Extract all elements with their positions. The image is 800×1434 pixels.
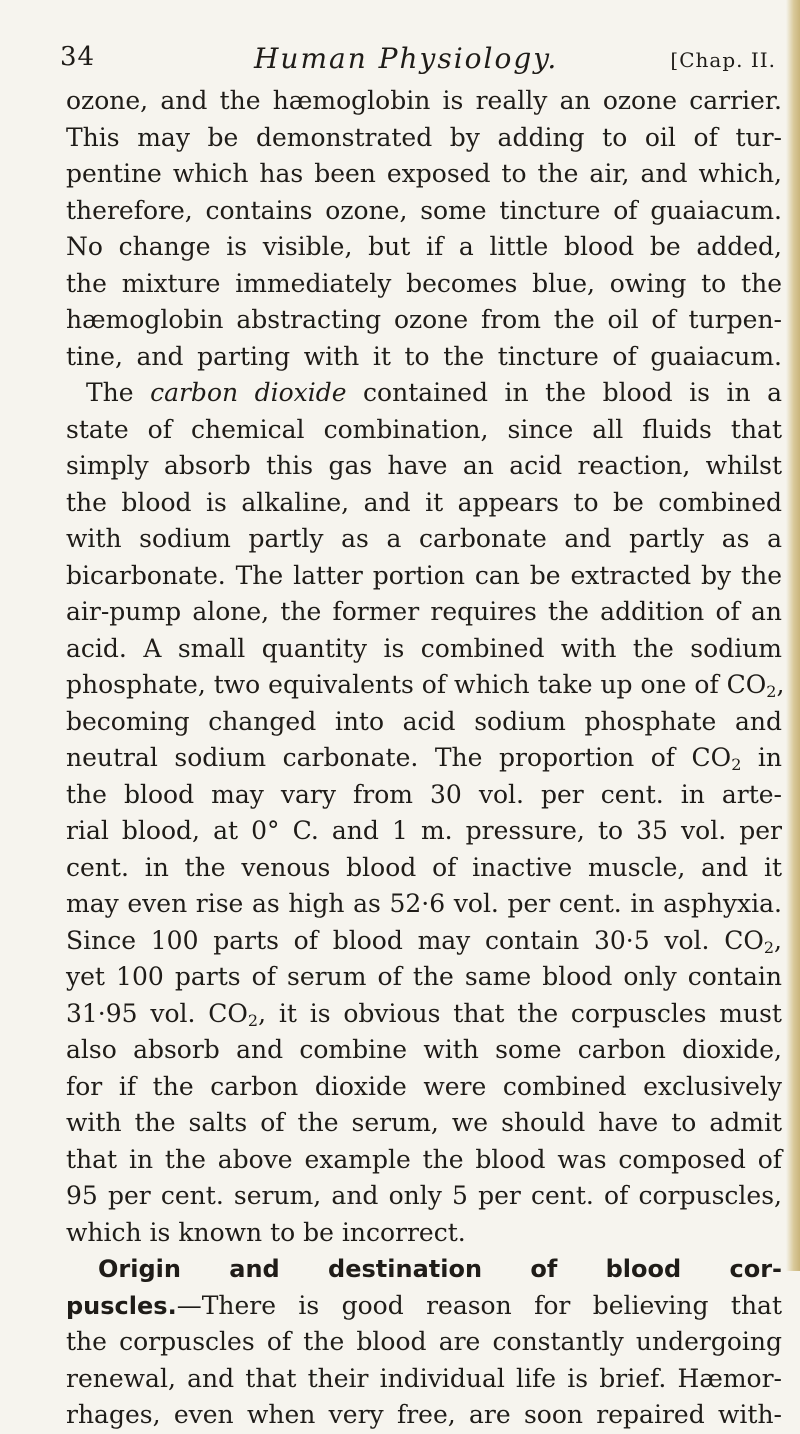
text-line: air-pump alone, the former requires the addition of an [66,597,782,626]
text-line: also absorb and combine with some carbon dioxide, [66,1035,782,1064]
text-line: state of chemical combination, since all fluids that [66,414,782,444]
paragraph-start-line [66,375,782,412]
subscript: 2 [731,755,742,774]
text-line: pentine which has been exposed to the air, and which, [66,159,782,188]
text-line: renewal, and that their individual life is brief. Hæmor- [66,1363,782,1393]
subscript: 2 [247,1010,259,1030]
text-line: the corpuscles of the blood are constantly undergoing [66,1327,782,1356]
text-line: 95 per cent. serum, and only 5 per cent. of corpuscles, [66,1181,782,1210]
text-line: ozone, and the hæmoglobin is really an ozone carrier. [66,86,782,115]
text-run: , [776,670,785,699]
text-line: This may be demonstrated by adding to oil of tur- [66,122,782,152]
section-heading-cont: puscles. [66,1291,177,1320]
text-run: 31·95 vol. CO [66,998,248,1028]
text-run: , [774,925,782,955]
text-run: in [741,743,783,772]
text-line: hæmoglobin abstracting ozone from the oil of turpen- [66,305,782,334]
text-line [66,1288,782,1325]
body-text [66,83,785,1434]
italic-term: carbon dioxide [150,378,347,407]
text-line: rial blood, at 0° C. and 1 m. pressure, to 35 vol. per [66,816,782,845]
text-line: therefore, contains ozone, some tincture of guaiacum. [66,195,782,225]
chapter-reference: [Chap. II. [670,48,776,72]
text-line: yet 100 parts of serum of the same blood only contain [66,962,782,991]
text-line: simply absorb this gas have an acid reaction, whilst [66,451,782,480]
subscript: 2 [766,682,777,701]
text-line: becoming changed into acid sodium phosphate and [66,706,782,736]
section-heading: Origin and destination of blood cor- [98,1255,782,1283]
text-line: tine, and parting with it to the tincture of guaiacum. [66,341,782,371]
text-line: the mixture immediately becomes blue, owing to the [66,268,782,298]
text-run: neutral sodium carbonate. The proportion of CO [66,743,732,772]
text-line: with the salts of the serum, we should have to admit [66,1108,782,1137]
page-edge [786,0,800,1271]
text-line [66,923,782,960]
running-title: Human Physiology. [254,42,559,75]
text-line: bicarbonate. The latter portion can be extracted by the [66,560,782,590]
text-run: , it is obvious that the corpuscles must [258,998,782,1028]
text-line: the blood is alkaline, and it appears to be combined [66,487,782,517]
page-number: 34 [60,42,96,72]
subscript: 2 [763,937,775,957]
text-line: the blood may vary from 30 vol. per cent. in arte- [66,779,782,809]
text-line: that in the above example the blood was composed of [66,1144,782,1174]
text-line: may even rise as high as 52·6 vol. per cent. in asphyxia. [66,889,782,918]
page-header [60,38,776,78]
text-line: rhages, even when very free, are soon repaired with- [66,1400,782,1429]
text-line: No change is visible, but if a little blood be added, [66,232,782,261]
text-line: which is known to be incorrect. [66,1217,466,1247]
text-line: for if the carbon dioxide were combined exclusively [66,1071,782,1101]
text-run: contained in the blood is in a [363,378,783,407]
text-line [66,740,782,777]
text-line [66,996,782,1033]
text-run: Since 100 parts of blood may contain 30·5 vol. CO [66,925,764,955]
text-line: acid. A small quantity is combined with the sodium [66,633,782,663]
text-run: —There is good reason for believing that [176,1290,782,1320]
text-run: phosphate, two equivalents of which take up one of CO [66,670,767,699]
text-line [66,667,785,704]
text-run: The [86,378,134,407]
text-line: cent. in the venous blood of inactive muscle, and it [66,852,782,882]
text-line: with sodium partly as a carbonate and partly as a [66,524,782,553]
